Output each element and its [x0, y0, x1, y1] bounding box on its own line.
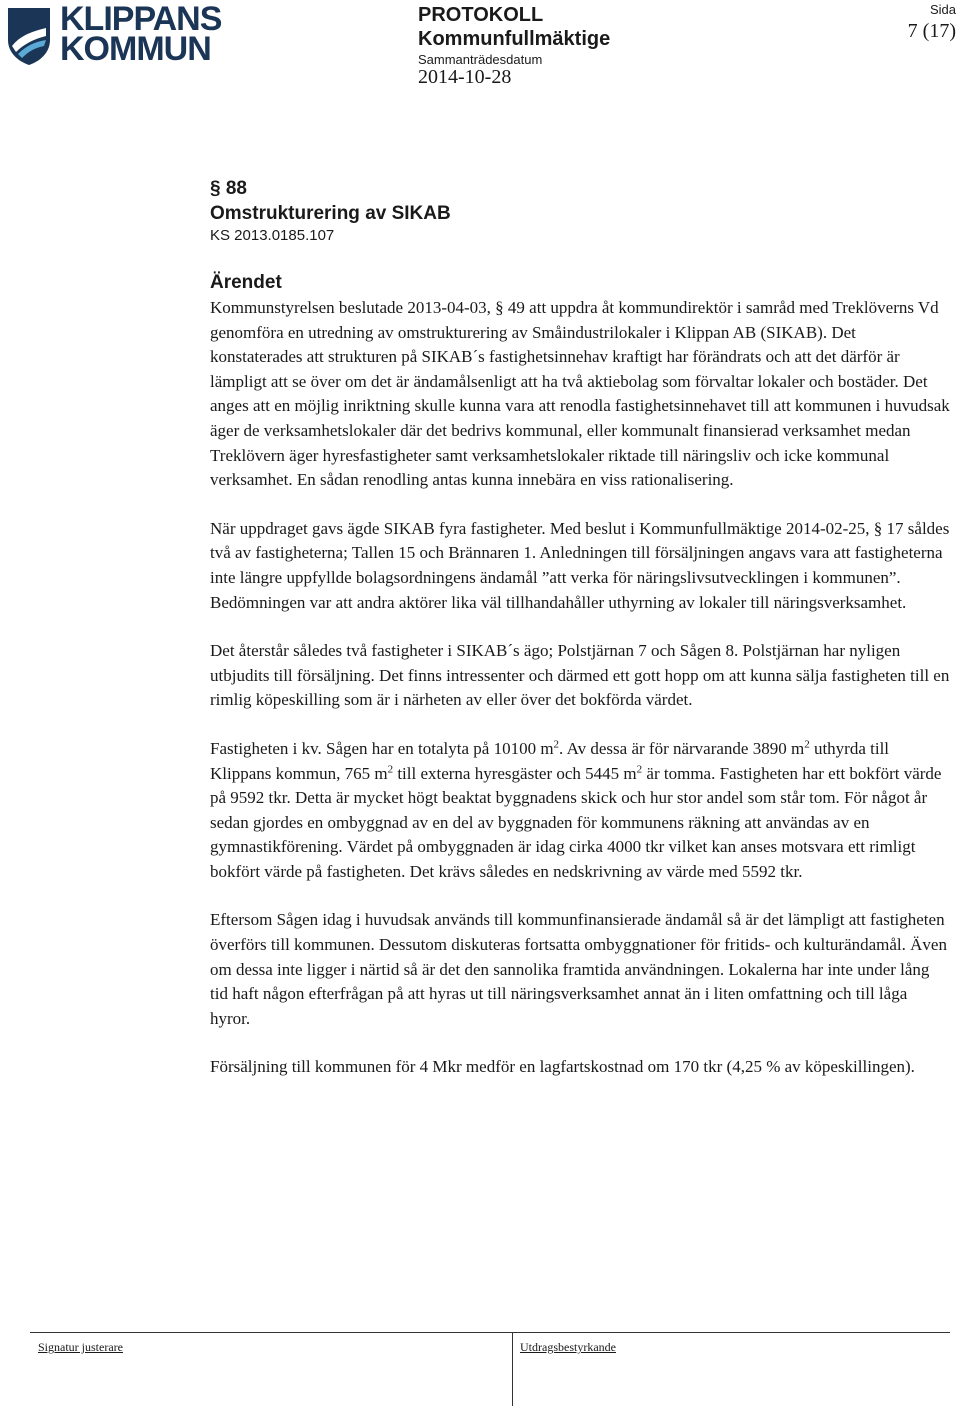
logo-line-2: KOMMUN — [60, 30, 211, 68]
section-heading — [210, 176, 451, 246]
text-run: till externa hyresgäster och 5445 m — [393, 763, 637, 783]
meeting-date-label: Sammanträdesdatum — [418, 52, 543, 67]
meeting-body: Kommunfullmäktige — [418, 28, 611, 50]
text-run: Fastigheten i kv. Sågen har en totalyta på 10100 m — [210, 738, 554, 758]
text-run: är tomma. Fastigheten har ett bokfört värde på 9592 tkr. Detta är mycket högt beaktat byggnadens skick och hur stor andel som står tom. För något år sedan gjordes en ombyggnad av en del av byggnaden för kommunens räkning att användas av en gymnastikförening. Värdet på ombyggnaden är idag cirka 4000 tkr vilket kan anses motsvara ett rimligt bokfört värde på fastigheten. Det krävs således en nedskrivning av värde med 5592 tkr. — [210, 763, 942, 881]
body-paragraph: När uppdraget gavs ägde SIKAB fyra fastigheter. Med beslut i Kommunfullmäktige 2014-02-25, § 17 såldes två av fastigheterna; Tallen 15 och Brännaren 1. Anledningen till försäljningen angavs vara att fastigheterna inte längre uppfyllde bolagsordningens ändamål ”att verka för näringslivsutvecklingen i kommunen”. Bedömningen var att andra aktörer lika väl tillhandahåller uthyrning av lokaler till näringsverksamhet. — [210, 518, 950, 612]
matter-heading: Ärendet — [210, 272, 282, 293]
document-type: PROTOKOLL — [418, 4, 544, 26]
text-run: . Av dessa är för närvarande 3890 m — [559, 738, 805, 758]
document-body — [210, 270, 950, 1104]
body-paragraph: Kommunstyrelsen beslutade 2013-04-03, § 49 att uppdra åt kommundirektör i samråd med Treklöverns Vd genomföra en utredning av omstrukturering av Småindustrilokaler i Klippan AB (SIKAB). Det konstaterades att strukturen på SIKAB´s fastighetsinnehav kraftigt har förändrats och att det därför är lämpligt att se över om det är ändamålsenligt att ha två aktiebolag som förvaltar lokaler och bostäder. Det anges att en möjlig inriktning skulle kunna vara att renodla fastighetsinnehavet till att kommunen i huvudsak äger de verksamhetslokaler där det bedrivs kommunal, eller kommunalt finansierad verksamhet medan Treklövern äger hyresfastigheter samt verksamhetslokaler riktade till näringsliv och icke kommunal verksamhet. En sådan renodling antas kunna innebära en viss rationalisering. — [210, 298, 950, 490]
body-paragraph: Försäljning till kommunen för 4 Mkr medför en lagfartskostnad om 170 tkr (4,25 % av köpeskillingen). — [210, 1057, 915, 1077]
paragraph-number: § 88 — [210, 178, 247, 199]
superscript: 2 — [636, 762, 643, 775]
body-paragraph: Det återstår således två fastigheter i SIKAB´s ägo; Polstjärnan 7 och Sågen 8. Polstjärnan har nyligen utbjudits till försäljning. Det finns intressenter och därmed ett gott hopp om att kunna sälja fastigheten till en rimlig köpeskilling som är i närheten av eller över det bokförda värdet. — [210, 641, 950, 710]
case-number: KS 2013.0185.107 — [210, 227, 335, 244]
text-run: uthyrda till Klippans kommun, 765 m — [210, 738, 890, 783]
page-number: 7 (17) — [907, 20, 956, 42]
superscript: 2 — [387, 762, 394, 775]
section-title: Omstrukturering av SIKAB — [210, 203, 451, 224]
meeting-date: 2014-10-28 — [418, 66, 512, 88]
signature-label: Signatur justerare — [38, 1340, 123, 1354]
footer-divider — [30, 1332, 950, 1333]
area-paragraph — [210, 737, 950, 885]
extract-certification-label: Utdragsbestyrkande — [520, 1340, 616, 1354]
page-label: Sida — [929, 2, 956, 17]
municipality-logo — [6, 0, 222, 68]
footer-column-divider — [512, 1332, 513, 1406]
logo-emblem-icon — [6, 6, 52, 66]
logo-line-1: KLIPPANS — [60, 0, 222, 38]
superscript: 2 — [804, 738, 810, 751]
body-paragraph: Eftersom Sågen idag i huvudsak används till kommunfinansierade ändamål så är det lämpligt att fastigheten överförs till kommunen. Dessutom diskuteras fortsatta ombyggnationer för fritids- och kulturändamål. Även om dessa inte ligger i närtid så är det den sannolika framtida användningen. Lokalerna har inte under lång tid haft någon efterfrågan på att hyras ut till näringsverksamhet annat än i liten omfattning och till låga hyror. — [210, 910, 947, 1028]
superscript: 2 — [553, 738, 560, 751]
